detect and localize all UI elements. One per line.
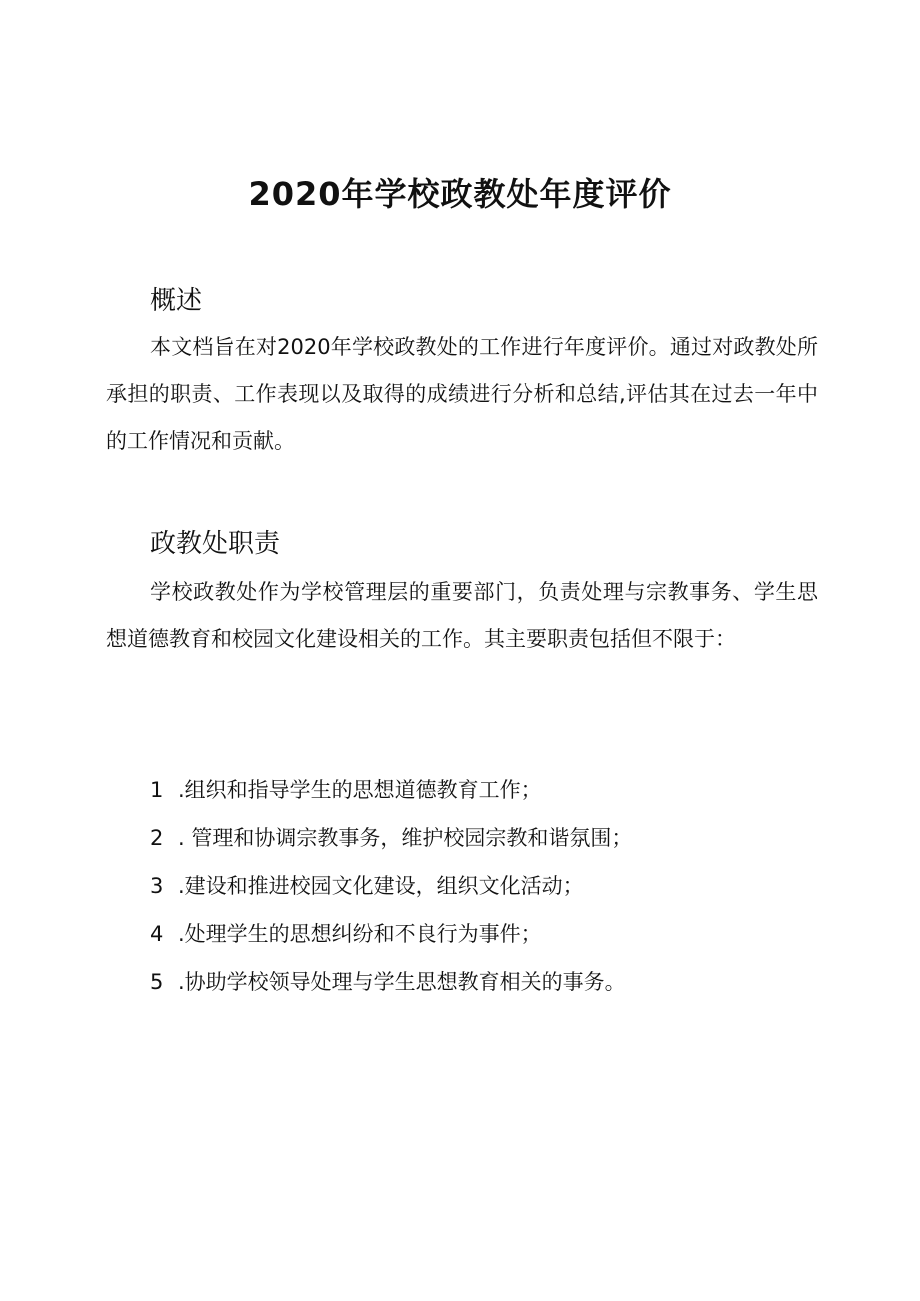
list-item [150,766,632,814]
duties-paragraph: 学校政教处作为学校管理层的重要部门，负责处理与宗教事务、学生思想道德教育和校园文化建设相关的工作。其主要职责包括但不限于： [106,580,818,651]
document-title: 2020年学校政教处年度评价 [248,175,672,213]
list-item [150,814,632,862]
list-item-number: 5 [150,970,164,994]
list-item [150,862,632,910]
list-item-text: .协助学校领导处理与学生思想教育相关的事务。 [178,970,626,994]
list-item-number: 2 [150,826,164,850]
list-item-number: 1 [150,778,164,802]
list-item-text: .建设和推进校园文化建设，组织文化活动； [178,874,584,898]
section-heading-duties: 政教处职责 [150,529,281,559]
duties-list [150,766,632,1006]
list-item-number: 4 [150,922,164,946]
overview-paragraph: 本文档旨在对2020年学校政教处的工作进行年度评价。通过对政教处所承担的职责、工作表现以及取得的成绩进行分析和总结,评估其在过去一年中的工作情况和贡献。 [106,335,818,453]
list-item-text: .处理学生的思想纠纷和不良行为事件； [178,922,542,946]
section-heading-overview: 概述 [150,286,203,316]
list-item [150,910,632,958]
list-item [150,958,632,1006]
list-item-text: .组织和指导学生的思想道德教育工作； [178,778,542,802]
list-item-number: 3 [150,874,164,898]
list-item-text: . 管理和协调宗教事务，维护校园宗教和谐氛围； [178,826,633,850]
